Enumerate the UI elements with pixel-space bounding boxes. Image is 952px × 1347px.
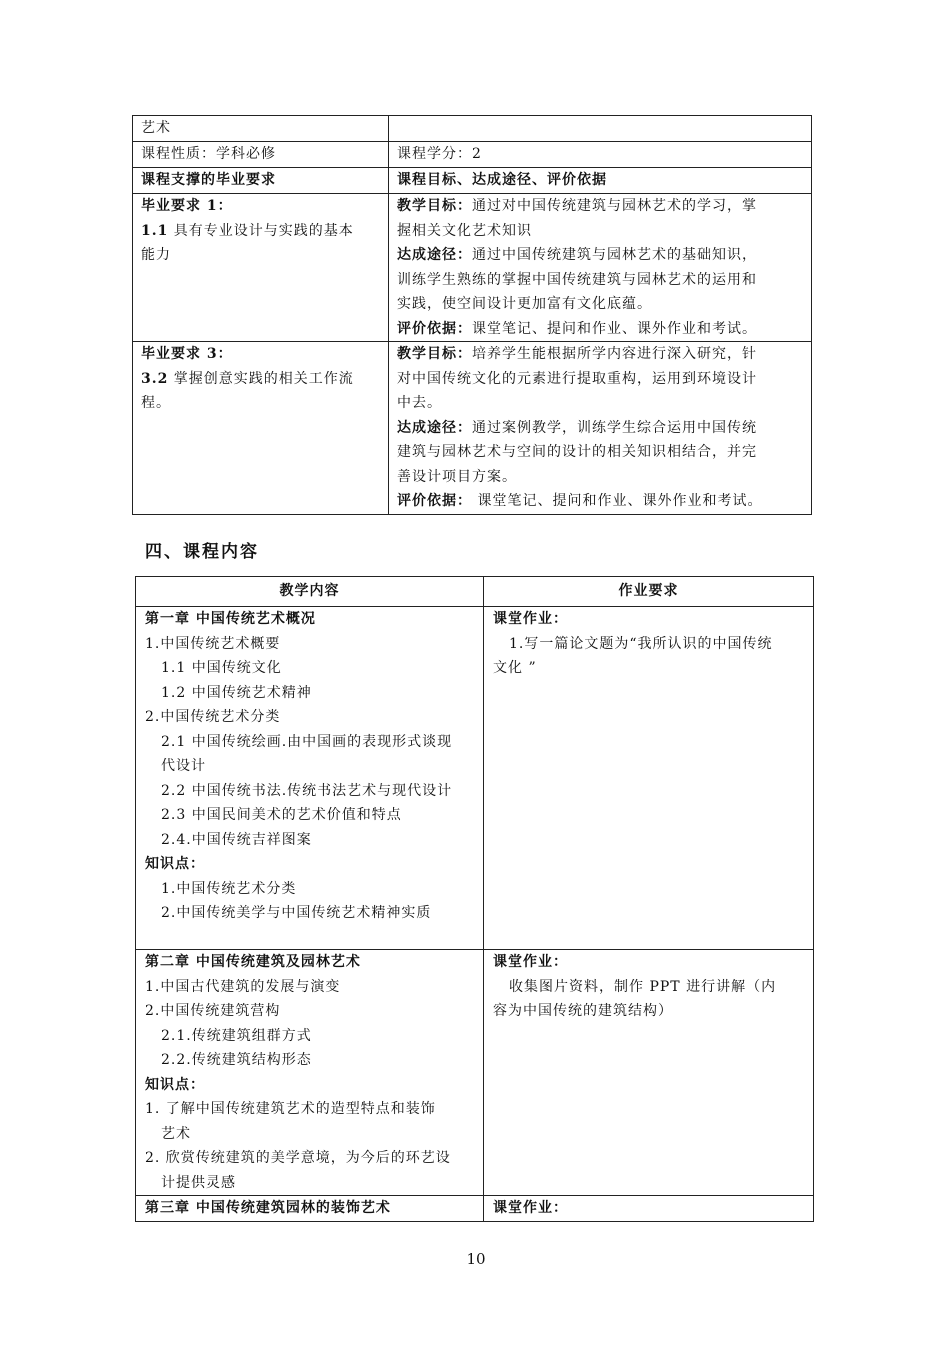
chapter1-homework-cell	[484, 607, 814, 950]
course-content-table	[135, 576, 814, 1222]
req3-text-line2: 程。	[141, 395, 171, 411]
objectives-header: 课程目标、达成途径、评价依据	[389, 168, 812, 194]
chapter1-kp-lines	[145, 877, 474, 926]
chapter2-hw-line2: 容为中国传统的建筑结构）	[493, 1003, 673, 1019]
req1-path-line2: 训练学生熟练的掌握中国传统建筑与园林艺术的运用和	[397, 271, 757, 288]
section-title: 四、课程内容	[145, 542, 259, 562]
chapter1-lines	[145, 632, 474, 853]
req1-title: 毕业要求 1：	[141, 198, 233, 214]
chapter1-line: 1.1 中国传统文化	[161, 660, 282, 676]
req3-path-line3: 善设计项目方案。	[397, 468, 517, 485]
req3-cell	[133, 342, 389, 515]
chapter1-line: 2.2 中国传统书法.传统书法艺术与现代设计	[161, 782, 453, 799]
req3-title: 毕业要求 3：	[141, 346, 233, 362]
chapter1-kp-line: 1.中国传统艺术分类	[161, 880, 297, 897]
req1-goal-line2: 握相关文化艺术知识	[397, 222, 532, 239]
chapter1-hw-label: 课堂作业：	[493, 611, 568, 627]
req1-eval-line: 评价依据：课堂笔记、提问和作业、课外作业和考试。	[397, 320, 757, 337]
homework-header: 作业要求	[484, 577, 814, 607]
chapter1-hw-line1: 1.写一篇论文题为“我所认识的中国传统	[509, 635, 773, 652]
table1-row0-right	[389, 116, 812, 142]
chapter1-line: 代设计	[161, 758, 206, 774]
chapter2-hw-line1: 收集图片资料，制作 PPT 进行讲解（内	[509, 978, 777, 995]
req3-objectives-cell	[389, 342, 812, 515]
chapter2-line: 2.2.传统建筑结构形态	[161, 1052, 312, 1068]
chapter2-title: 第二章 中国传统建筑及园林艺术	[145, 954, 361, 970]
req1-path-line3: 实践，使空间设计更加富有文化底蕴。	[397, 296, 652, 312]
chapter1-kp-label: 知识点：	[145, 856, 205, 872]
chapter2-kp-label: 知识点：	[145, 1076, 205, 1093]
course-objectives-table	[132, 115, 812, 515]
req3-eval-line: 评价依据： 课堂笔记、提问和作业、课外作业和考试。	[397, 493, 763, 509]
chapter2-hw-label: 课堂作业：	[493, 954, 568, 970]
chapter1-line: 2.1 中国传统绘画.由中国画的表现形式谈现	[161, 733, 453, 750]
chapter1-line: 1.中国传统艺术概要	[145, 635, 281, 652]
req1-text-line2: 能力	[141, 247, 171, 263]
chapter3-title: 第三章 中国传统建筑园林的装饰艺术	[136, 1196, 484, 1222]
chapter1-title: 第一章 中国传统艺术概况	[145, 611, 316, 627]
req1-path-line1: 达成途径：通过中国传统建筑与园林艺术的基础知识，	[397, 247, 757, 263]
req3-goal-line1: 教学目标：培养学生能根据所学内容进行深入研究，针	[397, 346, 757, 362]
req3-path-line1: 达成途径：通过案例教学，训练学生综合运用中国传统	[397, 419, 757, 436]
req3-goal-line2: 对中国传统文化的元素进行提取重构，运用到环境设计	[397, 370, 757, 387]
content-header: 教学内容	[136, 577, 484, 607]
req3-text-line1: 3.2 掌握创意实践的相关工作流	[141, 370, 354, 387]
req1-text-line1: 1.1 具有专业设计与实践的基本	[141, 222, 354, 239]
page-number: 10	[466, 1250, 486, 1268]
req1-objectives-cell	[389, 194, 812, 342]
req1-cell	[133, 194, 389, 342]
req3-goal-line3: 中去。	[397, 395, 442, 411]
chapter2-line: 2.1.传统建筑组群方式	[161, 1027, 312, 1044]
chapter3-hw-label: 课堂作业：	[484, 1196, 814, 1222]
chapter2-kp-line: 艺术	[161, 1125, 191, 1142]
req1-goal-line1: 教学目标：通过对中国传统建筑与园林艺术的学习，掌	[397, 198, 757, 214]
chapter1-hw-line2: 文化 ”	[493, 660, 537, 676]
chapter2-kp-lines	[145, 1097, 474, 1195]
req3-path-line2: 建筑与园林艺术与空间的设计的相关知识相结合，并完	[397, 444, 757, 460]
chapter2-kp-line: 2. 欣赏传统建筑的美学意境，为今后的环艺设	[145, 1150, 451, 1166]
chapter1-line: 1.2 中国传统艺术精神	[161, 684, 312, 701]
chapter1-line: 2.中国传统艺术分类	[145, 709, 281, 725]
table1-row0-left: 艺术	[133, 116, 389, 142]
chapter2-kp-line: 计提供灵感	[161, 1174, 236, 1191]
chapter1-line: 2.3 中国民间美术的艺术价值和特点	[161, 807, 402, 823]
chapter2-homework-cell	[484, 950, 814, 1196]
chapter2-kp-line: 1. 了解中国传统建筑艺术的造型特点和装饰	[145, 1101, 436, 1117]
chapter1-content-cell	[136, 607, 484, 950]
course-nature-cell: 课程性质：学科必修	[133, 142, 389, 168]
graduation-req-header: 课程支撑的毕业要求	[133, 168, 389, 194]
chapter2-content-cell	[136, 950, 484, 1196]
chapter2-lines	[145, 975, 474, 1073]
chapter1-kp-line: 2.中国传统美学与中国传统艺术精神实质	[161, 905, 432, 921]
course-credit-cell: 课程学分：2	[389, 142, 812, 168]
chapter2-line: 1.中国古代建筑的发展与演变	[145, 978, 341, 995]
chapter2-line: 2.中国传统建筑营构	[145, 1003, 281, 1019]
chapter1-line: 2.4.中国传统吉祥图案	[161, 831, 312, 848]
